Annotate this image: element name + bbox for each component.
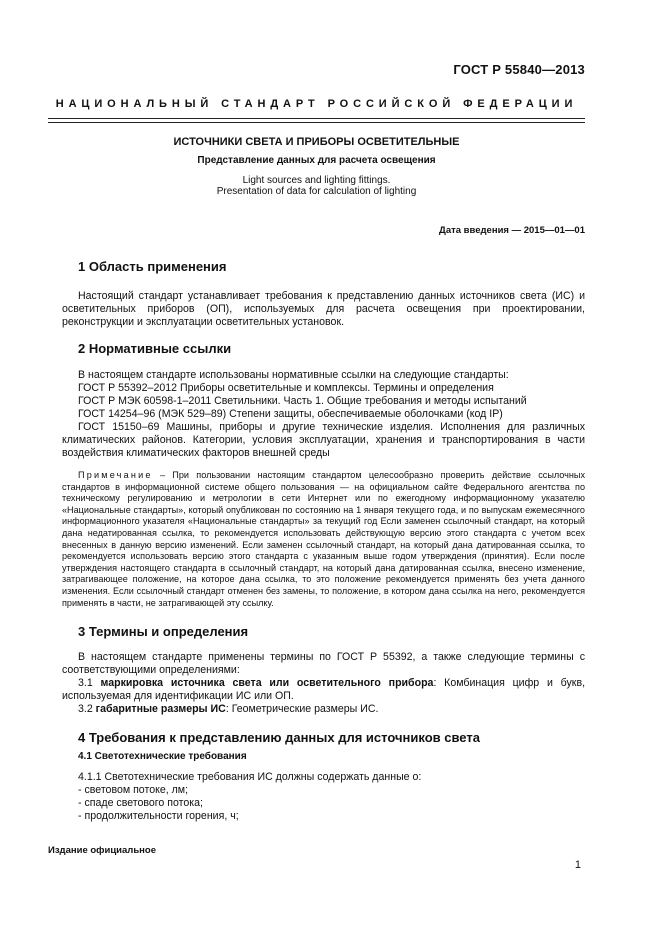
reference-item: ГОСТ Р МЭК 60598-1–2011 Светильники. Часть 1. Общие требования и методы испытаний	[78, 395, 527, 407]
term-name: габаритные размеры ИС	[95, 703, 226, 716]
document-number: ГОСТ Р 55840—2013	[453, 62, 585, 77]
national-standard-banner: НАЦИОНАЛЬНЫЙ СТАНДАРТ РОССИЙСКОЙ ФЕДЕРАЦИИ	[55, 98, 578, 110]
reference-item: ГОСТ 14254–96 (МЭК 529–89) Степени защиты, обеспечиваемые оболочками (код IP)	[78, 408, 503, 420]
note-label: Примечание	[78, 470, 153, 480]
note	[62, 470, 585, 609]
section-2-heading: 2 Нормативные ссылки	[78, 341, 232, 356]
list-item: - спаде светового потока;	[78, 797, 203, 810]
english-title-line-2: Presentation of data for calculation of lighting	[216, 186, 417, 197]
document-title: ИСТОЧНИКИ СВЕТА И ПРИБОРЫ ОСВЕТИТЕЛЬНЫЕ	[173, 136, 460, 148]
official-edition-label: Издание официальное	[48, 845, 156, 856]
section-4-1-1-text: 4.1.1 Светотехнические требования ИС должны содержать данные о:	[78, 771, 422, 784]
document-body	[62, 258, 585, 823]
english-title-line-1: Light sources and lighting fittings.	[242, 175, 391, 186]
term-3-2	[62, 703, 585, 716]
reference-item: ГОСТ Р 55392–2012 Приборы осветительные и комплексы. Термины и определения	[78, 382, 494, 394]
document-subtitle: Представление данных для расчета освещения	[197, 155, 436, 166]
page-number: 1	[574, 859, 581, 871]
introduction-date: Дата введения — 2015—01—01	[439, 225, 585, 236]
section-1-text: Настоящий стандарт устанавливает требования к представлению данных источников света (ИС) и осветительных приборов (ОП), используемых для расчета освещения при проектировании, реконструкции и эксплуатации осветительных установок.	[62, 290, 585, 328]
english-title	[48, 175, 585, 197]
term-definition: : Геометрические размеры ИС.	[225, 703, 379, 716]
term-name: маркировка источника света или осветительного прибора	[100, 677, 434, 690]
section-2-intro: В настоящем стандарте использованы нормативные ссылки на следующие стандарты:	[78, 369, 509, 381]
header-rule-bottom	[48, 122, 585, 123]
section-4-1-heading: 4.1 Светотехнические требования	[78, 751, 247, 763]
section-3-heading: 3 Термины и определения	[78, 624, 249, 640]
term-number: 3.2	[78, 703, 96, 716]
reference-item: ГОСТ 15150–69 Машины, приборы и другие технические изделия. Исполнения для различных климатических районов. Категории, условия эксплуатации, хранения и транспортирования в части воздействия климатических факторов внешней среды	[62, 421, 585, 459]
header-rule-top	[48, 118, 585, 119]
list-item: - продолжительности горения, ч;	[78, 810, 239, 823]
note-text: – При пользовании настоящим стандартом целесообразно проверить действие ссылочных стандартов в информационной системе общего пользования — на официальном сайте Федерального агентства по техническому регулированию и метрологии в сети Интернет или по ежегодному информационному указателю «Национальные стандарты», который опубликован по состоянию на 1 января текущего года, и по выпускам ежемесячного информационного указателя «Национальные стандарты» за текущий год Если заменен ссылочный стандарт, на который дана недатированная ссылка, то рекомендуется использовать действующую версию этого стандарта с учетом всех внесенных в данную версию изменений. Если заменен ссылочный стандарт, на который дана датированная ссылка, то рекомендуется использовать версию этого стандарта с указанным выше годом утверждения (принятия). Если после утверждения настоящего стандарта в ссылочный стандарт, на который дана датированная ссылка, внесено изменение, затрагивающее положение, на которое дана ссылка, то это положение рекомендуется применять без учета данного изменения. Если ссылочный стандарт отменен без замены, то положение, в котором дана ссылка на него, рекомендуется применять в части, не затрагивающей эту ссылку.	[62, 470, 585, 608]
section-1-heading: 1 Область применения	[78, 259, 227, 274]
section-4-heading: 4 Требования к представлению данных для источников света	[78, 730, 480, 746]
list-item: - световом потоке, лм;	[78, 784, 189, 797]
term-definition: : Комбинация цифр и букв, используемая для идентификации ИС или ОП.	[62, 677, 586, 703]
section-3-intro: В настоящем стандарте применены термины по ГОСТ Р 55392, а также следующие термины с соответствующими определениями:	[62, 651, 585, 677]
term-number: 3.1	[78, 677, 101, 690]
term-3-1	[62, 677, 585, 703]
